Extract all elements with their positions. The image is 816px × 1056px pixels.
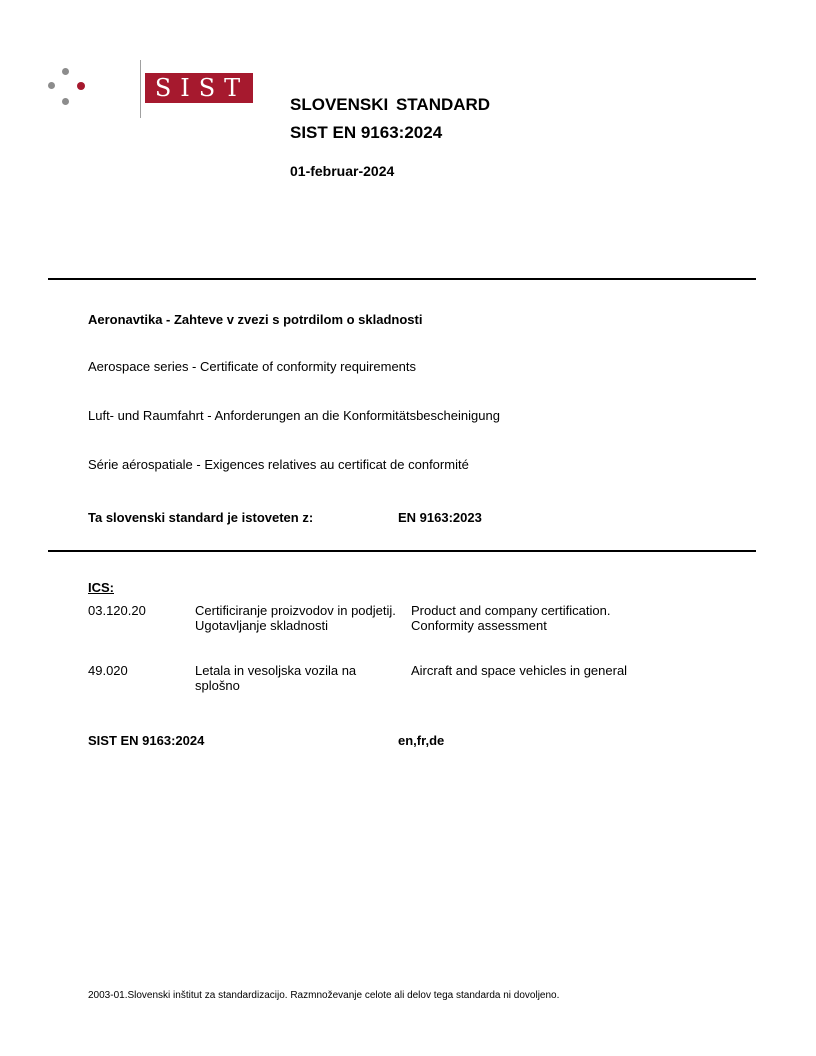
ics-code: 03.120.20 xyxy=(88,603,146,618)
title-german: Luft- und Raumfahrt - Anforderungen an die Konformitätsbescheinigung xyxy=(88,408,500,423)
logo-dot-icon xyxy=(48,82,55,89)
identical-label: Ta slovenski standard je istoveten z: xyxy=(88,510,314,525)
logo-box xyxy=(145,73,253,103)
logo-divider xyxy=(140,60,141,118)
logo-text: SIST xyxy=(154,74,250,102)
standard-type: SLOVENSKI STANDARD xyxy=(290,95,491,114)
ics-description-sl: Letala in vesoljska vozila na splošno xyxy=(195,663,357,693)
logo-dot-red-icon xyxy=(77,82,85,90)
title-french: Série aérospatiale - Exigences relatives au certificat de conformité xyxy=(88,457,469,472)
divider-bottom xyxy=(48,550,756,552)
ics-description-en: Product and company certification. Conformity assessment xyxy=(411,603,611,633)
publication-date: 01-februar-2024 xyxy=(290,163,395,179)
divider-top xyxy=(48,278,756,280)
ics-description-sl: Certificiranje proizvodov in podjetij. Ugotavljanje skladnosti xyxy=(195,603,396,633)
logo-dot-icon xyxy=(62,98,69,105)
standard-number: SIST EN 9163:2024 xyxy=(290,123,443,142)
ics-heading: ICS: xyxy=(88,580,114,595)
ics-code: 49.020 xyxy=(88,663,128,678)
identical-value: EN 9163:2023 xyxy=(398,510,482,525)
sist-logo xyxy=(48,60,250,120)
document-code: SIST EN 9163:2024 xyxy=(88,733,205,748)
logo-dot-icon xyxy=(62,68,69,75)
title-slovenian: Aeronavtika - Zahteve v zvezi s potrdilom o skladnosti xyxy=(88,312,423,327)
copyright-footer: 2003-01.Slovenski inštitut za standardizacijo. Razmnoževanje celote ali delov tega standarda ni dovoljeno. xyxy=(88,990,560,1001)
document-languages: en,fr,de xyxy=(398,733,445,748)
title-english: Aerospace series - Certificate of conformity requirements xyxy=(88,359,417,374)
ics-description-en: Aircraft and space vehicles in general xyxy=(411,663,628,678)
